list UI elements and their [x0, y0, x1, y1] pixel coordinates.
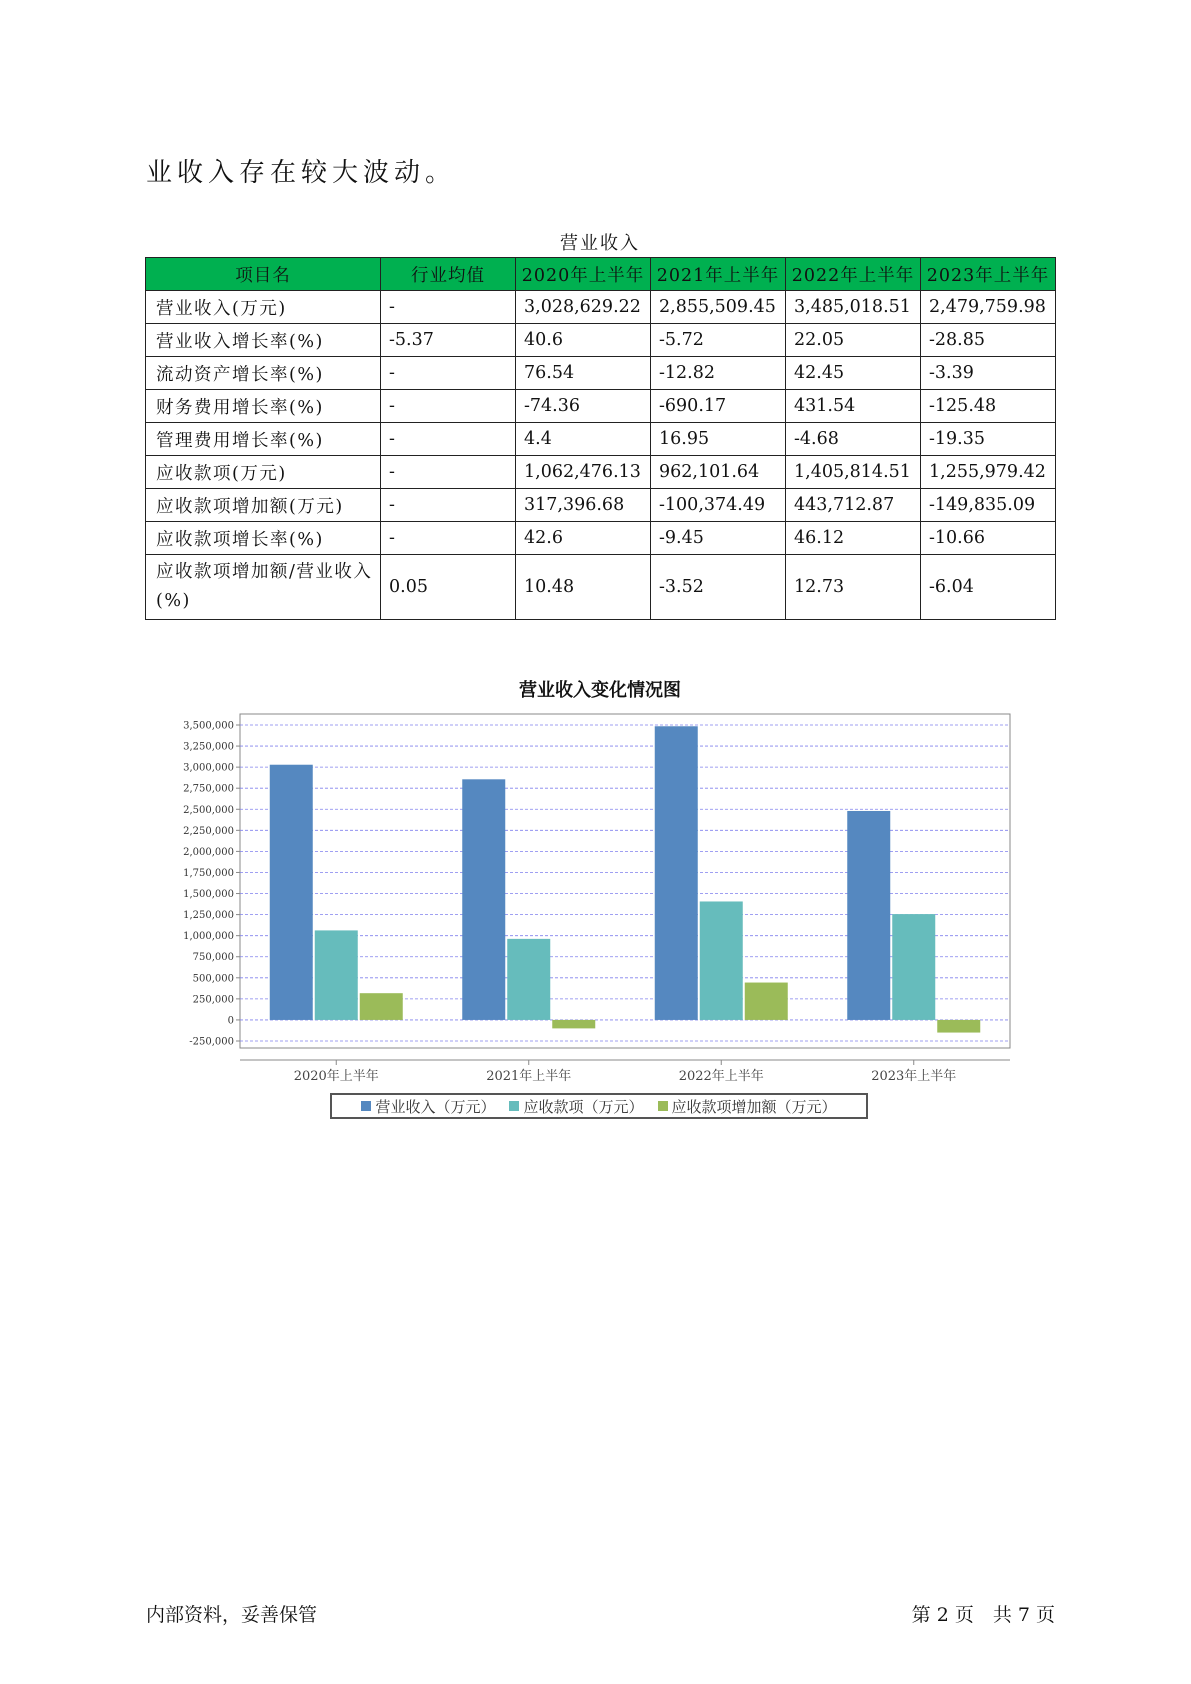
- table-row: [146, 324, 1056, 357]
- table-row: [146, 489, 1056, 522]
- bar: [360, 993, 403, 1020]
- table-cell: -12.82: [651, 357, 786, 390]
- y-tick-label: 2,250,000: [183, 825, 234, 837]
- y-tick-label: 3,000,000: [183, 762, 234, 774]
- y-tick-label: 1,500,000: [183, 889, 234, 901]
- table-row: [146, 357, 1056, 390]
- table-row: [146, 291, 1056, 324]
- table-cell: 962,101.64: [651, 456, 786, 489]
- row-label: 财务费用增长率(%): [146, 390, 381, 423]
- table-cell: 4.4: [516, 423, 651, 456]
- col-header: 2023年上半年: [921, 258, 1056, 291]
- table-cell: 3,485,018.51: [786, 291, 921, 324]
- table-cell: 12.73: [786, 555, 921, 620]
- table-cell: 1,062,476.13: [516, 456, 651, 489]
- table-cell: 10.48: [516, 555, 651, 620]
- bar: [892, 914, 935, 1020]
- col-header: 行业均值: [381, 258, 516, 291]
- table-cell: 443,712.87: [786, 489, 921, 522]
- table-cell: -690.17: [651, 390, 786, 423]
- table-cell: 2,855,509.45: [651, 291, 786, 324]
- bar: [315, 930, 358, 1020]
- bar: [700, 901, 743, 1019]
- y-tick-label: 2,500,000: [183, 804, 234, 816]
- table-cell: 317,396.68: [516, 489, 651, 522]
- row-label: 营业收入(万元): [146, 291, 381, 324]
- x-tick-label: 2022年上半年: [678, 1069, 764, 1084]
- chart-title: 营业收入变化情况图: [519, 680, 681, 701]
- table-row: [146, 456, 1056, 489]
- y-tick-label: -250,000: [189, 1036, 234, 1048]
- bar: [847, 811, 890, 1020]
- col-header: 2022年上半年: [786, 258, 921, 291]
- row-label: 应收款项增加额/营业收入(%): [146, 555, 381, 620]
- table-cell: -: [381, 489, 516, 522]
- y-tick-label: 0: [227, 1015, 234, 1027]
- table-cell: -6.04: [921, 555, 1056, 620]
- row-label: 管理费用增长率(%): [146, 423, 381, 456]
- chart-legend: [330, 1093, 868, 1119]
- table-cell: -5.72: [651, 324, 786, 357]
- y-tick-label: 1,250,000: [183, 910, 234, 922]
- y-tick-label: 2,000,000: [183, 846, 234, 858]
- table-cell: 46.12: [786, 522, 921, 555]
- legend-item: [509, 1096, 643, 1117]
- table-cell: -10.66: [921, 522, 1056, 555]
- x-tick-label: 2023年上半年: [871, 1069, 957, 1084]
- y-tick-label: 1,750,000: [183, 867, 234, 879]
- table-cell: -: [381, 291, 516, 324]
- footer-page-number: 第 2 页 共 7 页: [911, 1604, 1055, 1626]
- table-cell: -28.85: [921, 324, 1056, 357]
- table-cell: 42.45: [786, 357, 921, 390]
- table-row: [146, 423, 1056, 456]
- col-header: 项目名: [146, 258, 381, 291]
- row-label: 应收款项(万元): [146, 456, 381, 489]
- table-cell: 22.05: [786, 324, 921, 357]
- col-header: 2020年上半年: [516, 258, 651, 291]
- table-cell: -4.68: [786, 423, 921, 456]
- legend-swatch: [361, 1101, 371, 1111]
- table-cell: 40.6: [516, 324, 651, 357]
- y-tick-label: 750,000: [192, 952, 234, 964]
- bar: [655, 726, 698, 1020]
- bar: [552, 1020, 595, 1028]
- table-cell: 2,479,759.98: [921, 291, 1056, 324]
- row-label: 应收款项增加额(万元): [146, 489, 381, 522]
- table-cell: -5.37: [381, 324, 516, 357]
- table-cell: 0.05: [381, 555, 516, 620]
- table-cell: 431.54: [786, 390, 921, 423]
- table-cell: 1,405,814.51: [786, 456, 921, 489]
- row-label: 应收款项增长率(%): [146, 522, 381, 555]
- table-cell: -74.36: [516, 390, 651, 423]
- y-tick-label: 3,500,000: [183, 720, 234, 732]
- footer-confidential: 内部资料，妥善保管: [146, 1604, 318, 1626]
- table-cell: -125.48: [921, 390, 1056, 423]
- table-cell: -3.52: [651, 555, 786, 620]
- table-row: [146, 390, 1056, 423]
- legend-item: [361, 1096, 495, 1117]
- table-cell: -9.45: [651, 522, 786, 555]
- table-cell: -19.35: [921, 423, 1056, 456]
- table-cell: 42.6: [516, 522, 651, 555]
- table-header-row: [146, 258, 1056, 291]
- bar: [270, 765, 313, 1020]
- legend-item: [658, 1096, 837, 1117]
- x-tick-label: 2021年上半年: [486, 1069, 572, 1084]
- table-cell: 16.95: [651, 423, 786, 456]
- table-caption: 营业收入: [560, 233, 640, 254]
- table-row: [146, 522, 1056, 555]
- legend-swatch: [509, 1101, 519, 1111]
- revenue-bar-chart: [160, 708, 1020, 1090]
- table-cell: 3,028,629.22: [516, 291, 651, 324]
- table-cell: -: [381, 357, 516, 390]
- table-cell: 1,255,979.42: [921, 456, 1056, 489]
- table-cell: 76.54: [516, 357, 651, 390]
- table-cell: -149,835.09: [921, 489, 1056, 522]
- legend-label: 应收款项（万元）: [523, 1097, 644, 1116]
- y-tick-label: 1,000,000: [183, 931, 234, 943]
- revenue-table: [145, 257, 1056, 620]
- table-cell: -: [381, 390, 516, 423]
- bar: [745, 983, 788, 1020]
- y-tick-label: 500,000: [192, 973, 234, 985]
- y-tick-label: 2,750,000: [183, 783, 234, 795]
- y-tick-label: 3,250,000: [183, 741, 234, 753]
- bar: [937, 1020, 980, 1033]
- bar: [507, 939, 550, 1020]
- table-cell: -3.39: [921, 357, 1056, 390]
- table-row: [146, 555, 1056, 620]
- col-header: 2021年上半年: [651, 258, 786, 291]
- table-cell: -100,374.49: [651, 489, 786, 522]
- legend-label: 营业收入（万元）: [375, 1097, 496, 1116]
- table-cell: -: [381, 456, 516, 489]
- legend-label: 应收款项增加额（万元）: [671, 1097, 837, 1116]
- intro-text: 业收入存在较大波动。: [146, 158, 457, 188]
- table-cell: -: [381, 522, 516, 555]
- x-tick-label: 2020年上半年: [293, 1069, 379, 1084]
- y-tick-label: 250,000: [192, 994, 234, 1006]
- row-label: 营业收入增长率(%): [146, 324, 381, 357]
- bar: [462, 779, 505, 1020]
- legend-swatch: [658, 1101, 668, 1111]
- table-cell: -: [381, 423, 516, 456]
- row-label: 流动资产增长率(%): [146, 357, 381, 390]
